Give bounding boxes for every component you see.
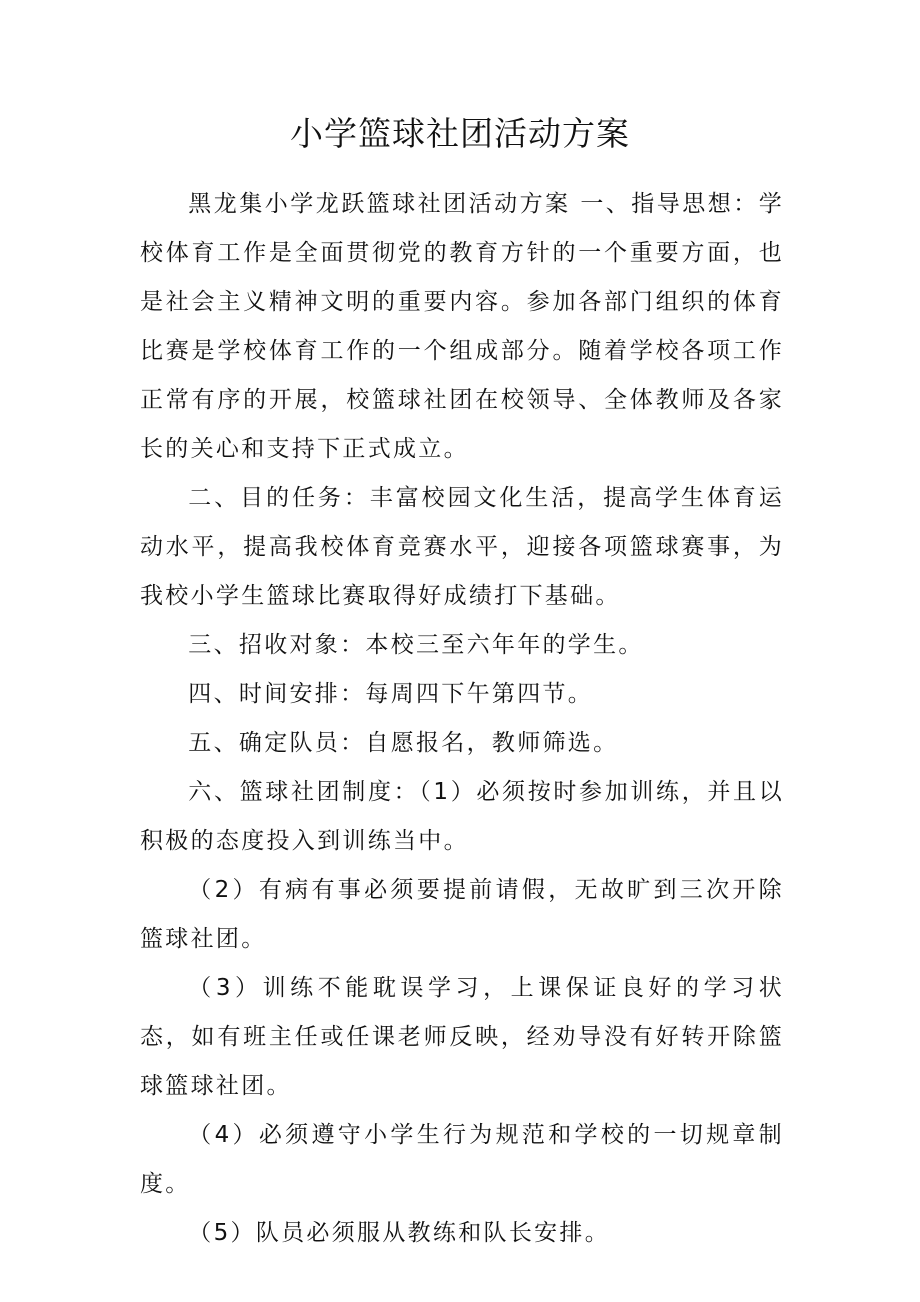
paragraph-enrollment: 三、招收对象：本校三至六年年的学生。	[188, 632, 644, 658]
paragraph-schedule: 四、时间安排：每周四下午第四节。	[188, 681, 594, 707]
paragraph-objectives: 二、目的任务：丰富校园文化生活，提高学生体育运动水平，提高我校体育竞赛水平，迎接各项篮球赛事，为我校小学生篮球比赛取得好成绩打下基础。	[140, 485, 784, 609]
paragraph-rules-4: （4）必须遵守小学生行为规范和学校的一切规章制度。	[140, 1122, 784, 1197]
paragraph-rules-3: （3）训练不能耽误学习，上课保证良好的学习状态，如有班主任或任课老师反映，经劝导没有好转开除篮球篮球社团。	[140, 975, 784, 1099]
paragraph-team-selection: 五、确定队员：自愿报名，教师筛选。	[188, 730, 619, 756]
document-body	[140, 180, 784, 1258]
paragraph-rules-1: 六、篮球社团制度：（1）必须按时参加训练，并且以积极的态度投入到训练当中。	[140, 779, 784, 854]
paragraph-rules-2: （2）有病有事必须要提前请假，无故旷到三次开除篮球社团。	[140, 877, 784, 952]
paragraph-guiding-thought: 黑龙集小学龙跃篮球社团活动方案 一、指导思想：学校体育工作是全面贯彻党的教育方针的一个重要方面，也是社会主义精神文明的重要内容。参加各部门组织的体育比赛是学校体育工作的一个组成部分。随着学校各项工作正常有序的开展，校篮球社团在校领导、全体教师及各家长的关心和支持下正式成立。	[140, 191, 784, 462]
document-title: 小学篮球社团活动方案	[290, 114, 630, 153]
paragraph-rules-5: （5）队员必须服从教练和队长安排。	[188, 1220, 611, 1246]
